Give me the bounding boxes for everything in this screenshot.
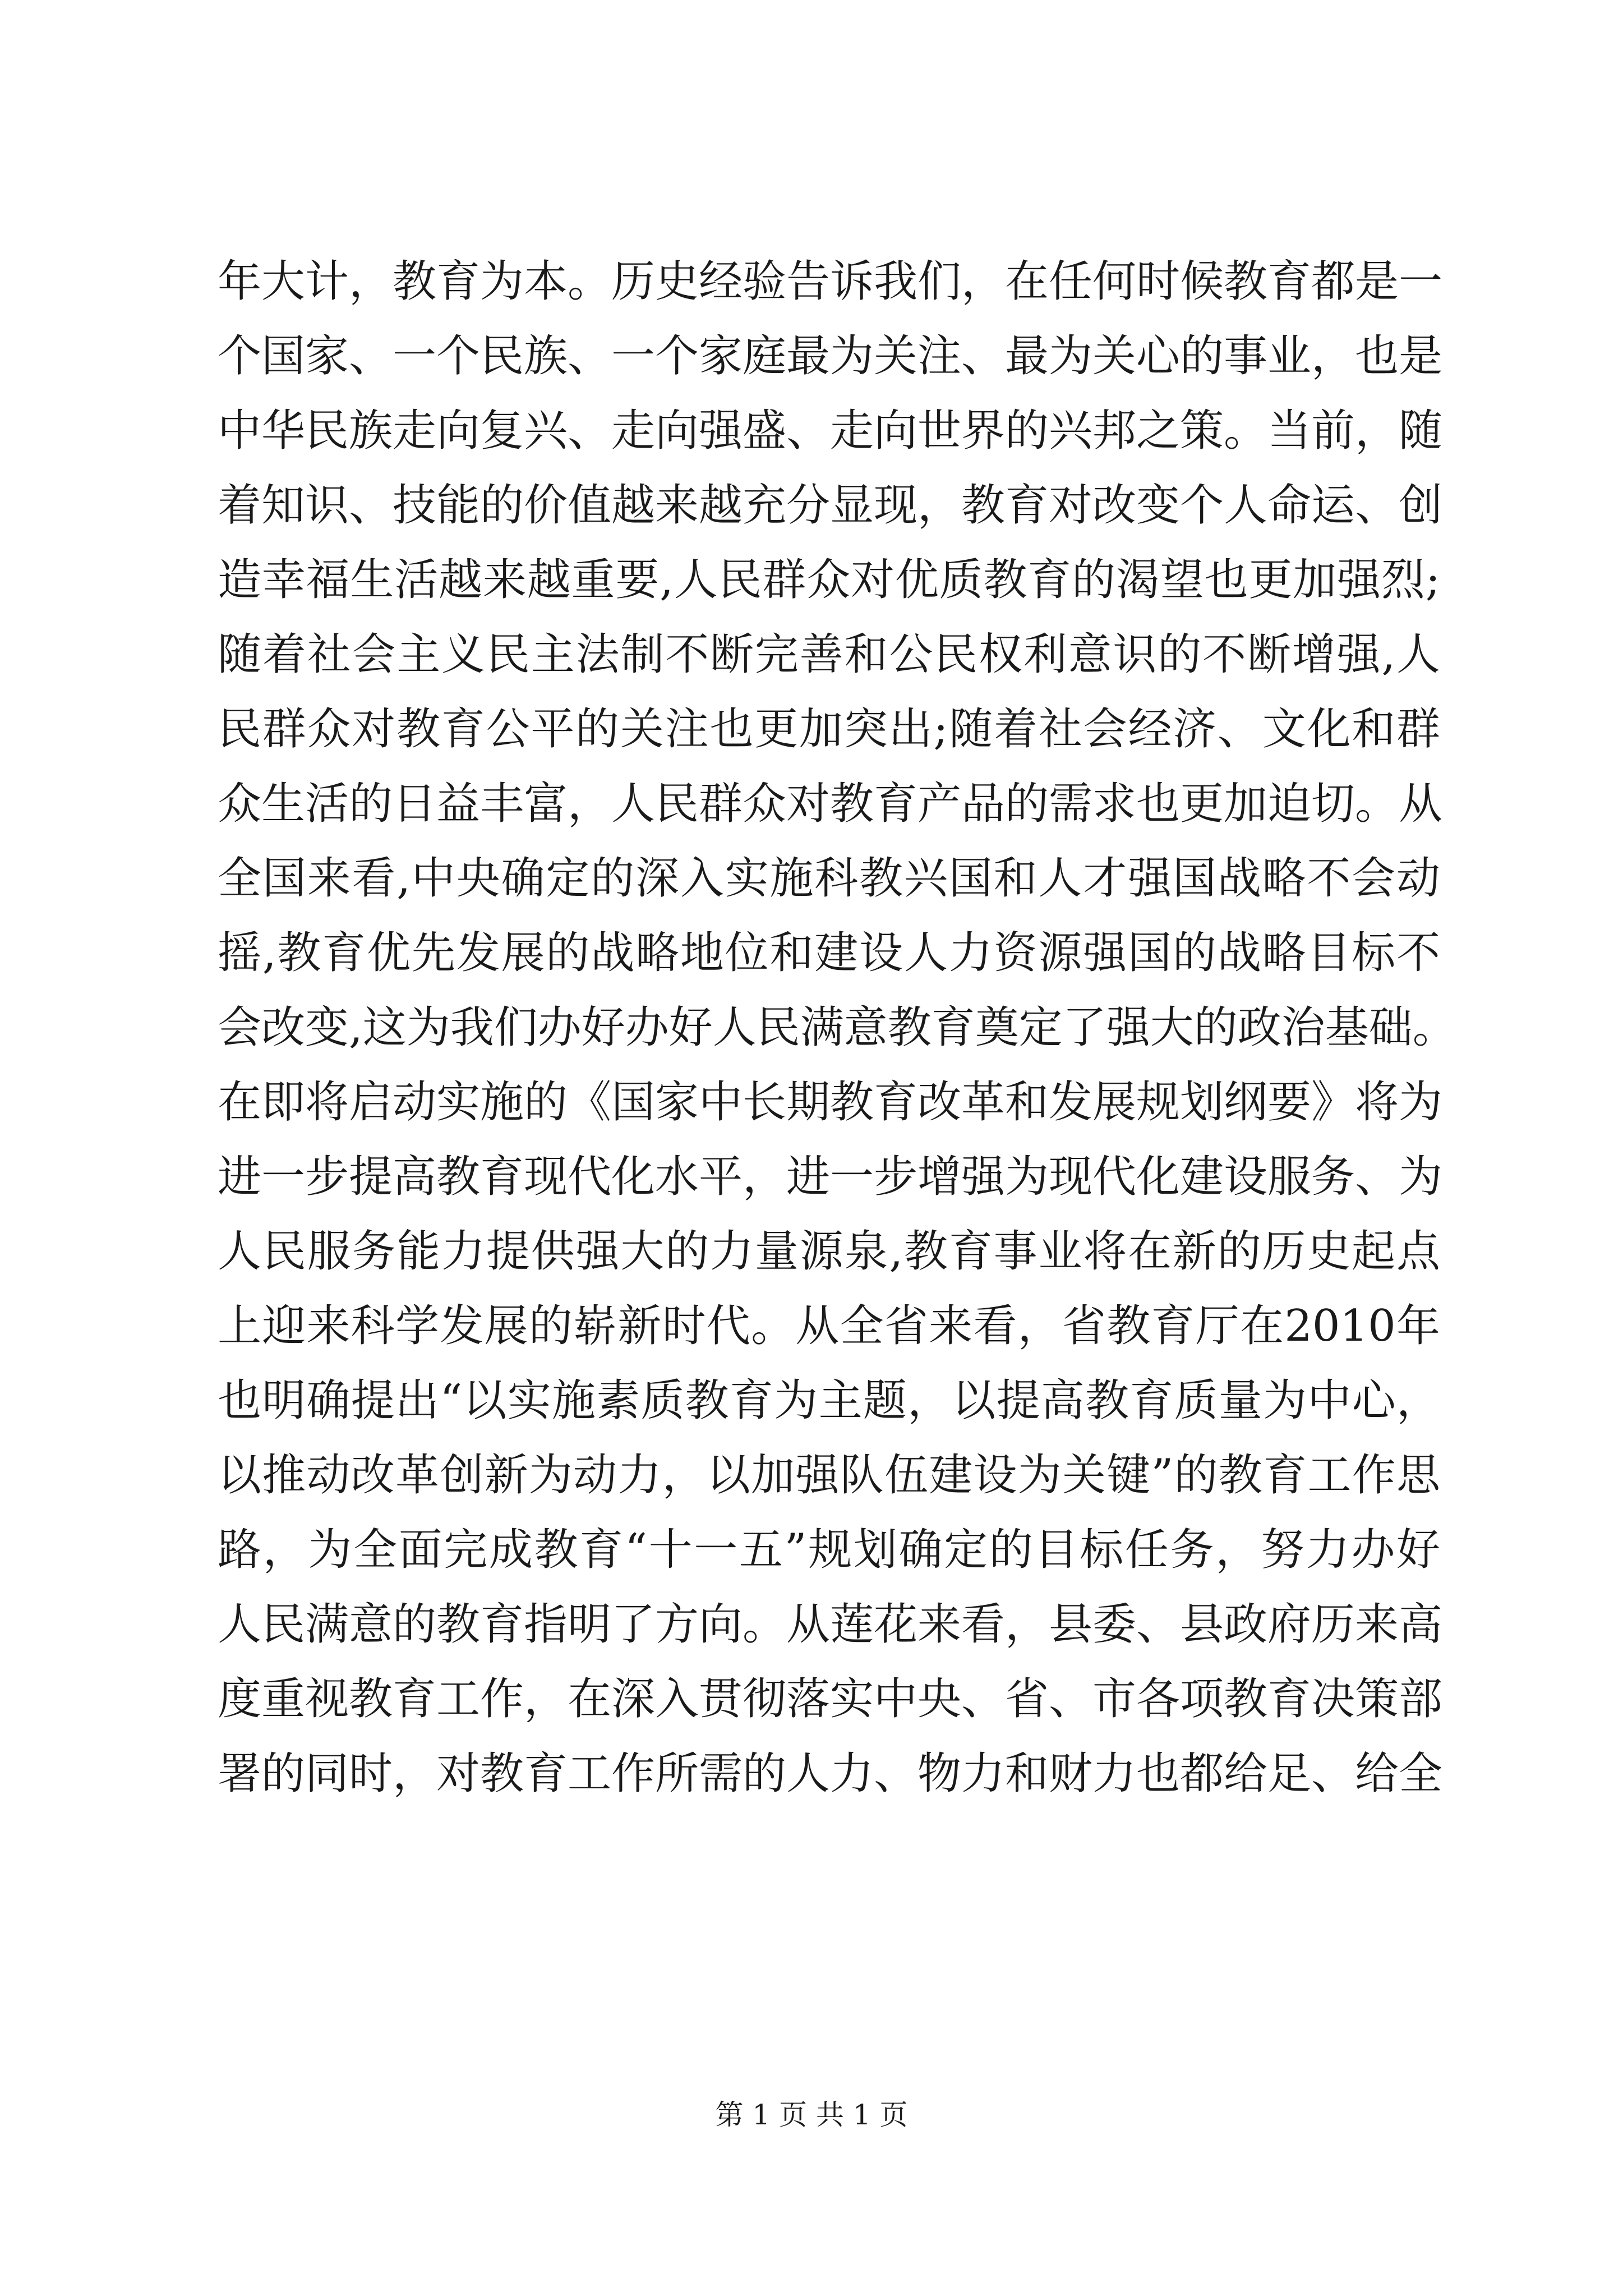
text-line: 着知识、技能的价值越来越充分显现，教育对改变个人命运、创 — [218, 480, 1443, 531]
text-line: 民群众对教育公平的关注也更加突出;随着社会经济、文化和群 — [218, 704, 1440, 754]
text-line: 众生活的日益丰富，人民群众对教育产品的需求也更加迫切。从 — [218, 779, 1443, 829]
text-line: 路，为全面完成教育“十一五”规划确定的目标任务，努力办好 — [218, 1525, 1440, 1575]
text-line: 人民服务能力提供强大的力量源泉,教育事业将在新的历史起点 — [218, 1226, 1440, 1277]
text-line: 全国来看,中央确定的深入实施科教兴国和人才强国战略不会动 — [218, 853, 1440, 904]
text-line: 进一步提高教育现代化水平，进一步增强为现代化建设服务、为 — [218, 1152, 1443, 1202]
text-line: 摇,教育优先发展的战略地位和建设人力资源强国的战略目标不 — [218, 928, 1440, 978]
text-line: 造幸福生活越来越重要,人民群众对优质教育的渴望也更加强烈; — [218, 555, 1440, 605]
text-line: 个国家、一个民族、一个家庭最为关注、最为关心的事业，也是 — [218, 331, 1443, 381]
text-line: 在即将启动实施的《国家中长期教育改革和发展规划纲要》将为 — [218, 1077, 1443, 1128]
text-line: 度重视教育工作，在深入贯彻落实中央、省、市各项教育决策部 — [218, 1674, 1443, 1724]
page-number-footer: 第 1 页 共 1 页 — [715, 2099, 908, 2131]
text-line: 也明确提出“以实施素质教育为主题，以提高教育质量为中心， — [218, 1375, 1440, 1426]
text-line: 年大计，教育为本。历史经验告诉我们，在任何时候教育都是一 — [218, 256, 1443, 307]
text-line: 以推动改革创新为动力，以加强队伍建设为关键”的教育工作思 — [218, 1450, 1440, 1501]
text-line: 署的同时，对教育工作所需的人力、物力和财力也都给足、给全 — [218, 1749, 1443, 1799]
text-line: 上迎来科学发展的崭新时代。从全省来看，省教育厅在2010年 — [218, 1301, 1440, 1351]
text-line: 会改变,这为我们办好办好人民满意教育奠定了强大的政治基础。 — [218, 1002, 1456, 1053]
body-paragraph — [218, 245, 1456, 1811]
text-line: 中华民族走向复兴、走向强盛、走向世界的兴邦之策。当前，随 — [218, 406, 1443, 456]
text-line: 随着社会主义民主法制不断完善和公民权利意识的不断增强,人 — [218, 629, 1440, 680]
text-line: 人民满意的教育指明了方向。从莲花来看，县委、县政府历来高 — [218, 1599, 1443, 1650]
